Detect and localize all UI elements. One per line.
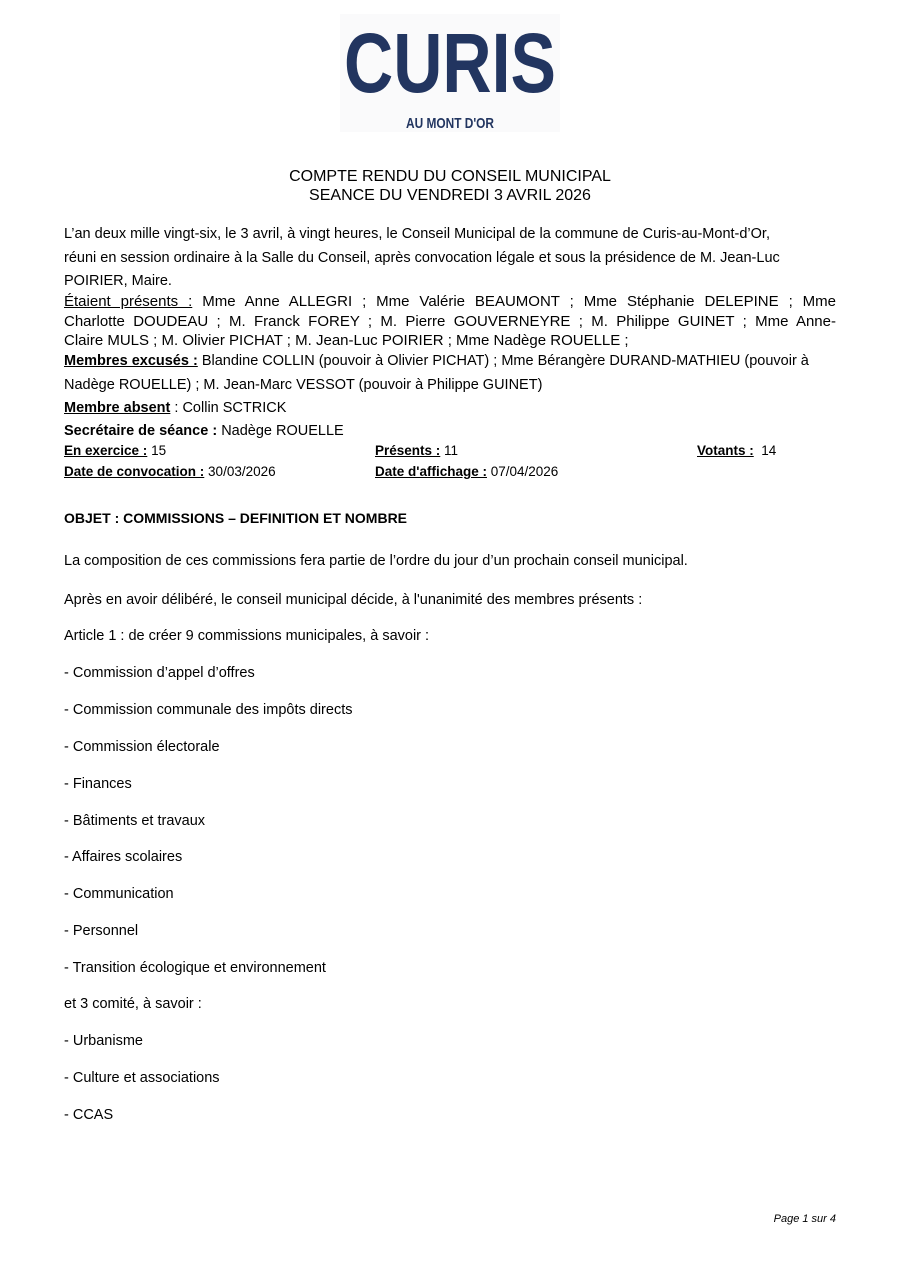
document-subtitle: SEANCE DU VENDREDI 3 AVRIL 2026 (309, 187, 591, 204)
paragraph: La composition de ces commissions fera partie de l’ordre du jour d’un prochain conseil municipal. (64, 553, 688, 569)
votants-stat (697, 442, 776, 460)
secretaire-line (64, 420, 836, 444)
secretaire-value: Nadège ROUELLE (221, 423, 344, 439)
exercice-stat (64, 442, 166, 460)
page-number: Page 1 sur 4 (773, 1213, 836, 1225)
excuses-block (64, 350, 836, 397)
presents-block (64, 292, 836, 351)
affichage-label: Date d'affichage : (375, 464, 487, 479)
list-item: - Commission électorale (64, 739, 220, 755)
list-item: - Personnel (64, 923, 139, 939)
list-item: - Bâtiments et travaux (64, 813, 206, 829)
document-title: COMPTE RENDU DU CONSEIL MUNICIPAL (289, 168, 611, 185)
presents-stat (375, 442, 458, 460)
paragraph: Article 1 : de créer 9 commissions municipales, à savoir : (64, 628, 430, 644)
intro-line: réuni en session ordinaire à la Salle du Conseil, après convocation légale et sous la présidence de M. Jean-Luc (64, 249, 780, 266)
comites-intro: et 3 comité, à savoir : (64, 996, 202, 1012)
secretaire-label: Secrétaire de séance : (64, 423, 218, 439)
affichage-value: 07/04/2026 (490, 464, 559, 479)
affichage-stat (375, 463, 558, 481)
absent-label: Membre absent (64, 400, 171, 416)
list-item: - Commission d’appel d’offres (64, 665, 255, 681)
list-item: - Transition écologique et environnement (64, 960, 326, 976)
presents-names: Mme Anne ALLEGRI ; Mme Valérie BEAUMONT ; Mme Stéphanie DELEPINE ; Mme (202, 293, 836, 310)
presents-line (64, 292, 836, 312)
exercice-value: 15 (151, 443, 167, 458)
presents-count-label: Présents : (375, 443, 441, 458)
excuses-line: Nadège ROUELLE) ; M. Jean-Marc VESSOT (pouvoir à Philippe GUINET) (64, 376, 543, 393)
list-item: - CCAS (64, 1107, 114, 1123)
intro-paragraph (64, 223, 836, 294)
list-item: - Communication (64, 886, 174, 902)
votants-value: 14 (761, 443, 777, 458)
convocation-value: 30/03/2026 (208, 464, 276, 479)
objet-heading: OBJET : COMMISSIONS – DEFINITION ET NOMBRE (64, 510, 408, 526)
list-item: - Culture et associations (64, 1070, 220, 1086)
logo-wordmark: CURIS (344, 16, 556, 110)
list-item: - Affaires scolaires (64, 849, 183, 865)
convocation-label: Date de convocation : (64, 464, 205, 479)
presents-count-value: 11 (444, 443, 459, 458)
list-item: - Urbanisme (64, 1033, 143, 1049)
absent-value: : Collin SCTRICK (174, 400, 287, 416)
votants-label: Votants : (697, 443, 754, 458)
presents-line: Claire MULS ; M. Olivier PICHAT ; M. Jean-Luc POIRIER ; Mme Nadège ROUELLE ; (64, 332, 629, 349)
presents-line: Charlotte DOUDEAU ; M. Franck FOREY ; M. Pierre GOUVERNEYRE ; M. Philippe GUINET ; Mme Anne- (64, 312, 836, 330)
intro-line: L’an deux mille vingt-six, le 3 avril, à vingt heures, le Conseil Municipal de la commune de Curis-au-Mont-d’Or, (64, 226, 770, 242)
excuses-line (64, 350, 836, 374)
excuses-names: Blandine COLLIN (pouvoir à Olivier PICHAT) ; Mme Bérangère DURAND-MATHIEU (pouvoir à (201, 353, 809, 369)
list-item: - Commission communale des impôts directs (64, 702, 353, 718)
paragraph: Après en avoir délibéré, le conseil municipal décide, à l'unanimité des membres présents : (64, 592, 643, 608)
intro-line: POIRIER, Maire. (64, 273, 172, 289)
logo-subtitle: AU MONT D'OR (406, 115, 495, 132)
excuses-label: Membres excusés : (64, 353, 198, 369)
presents-label: Étaient présents : (64, 293, 193, 310)
exercice-label: En exercice : (64, 443, 148, 458)
absent-line (64, 397, 836, 421)
convocation-stat (64, 463, 276, 481)
curis-logo (340, 14, 560, 132)
list-item: - Finances (64, 776, 132, 792)
